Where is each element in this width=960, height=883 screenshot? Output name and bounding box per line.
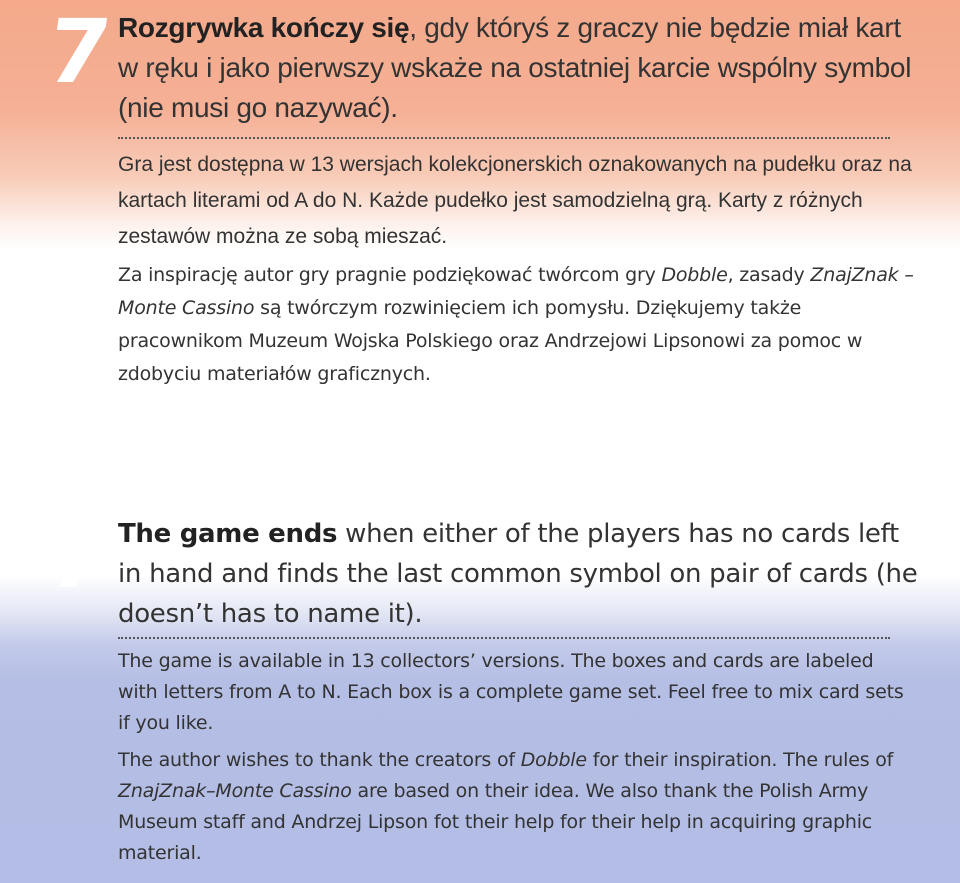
english-credits-dobble: Dobble — [520, 749, 587, 771]
polish-credits-text-a: Za inspirację autor gry pragnie podziękować twórcom gry — [118, 264, 662, 286]
english-credits-text-b: for their inspiration. The rules of — [586, 749, 894, 771]
polish-divider — [118, 137, 890, 139]
polish-section-number: 7 — [40, 0, 117, 103]
english-body — [118, 646, 918, 869]
english-credits-text-c: are based on their idea. We also thank the Polish Army Museum staff and Andrzej Lipson fot their help for their help in acquiring graphic material. — [118, 780, 873, 864]
polish-credits-dobble: Dobble — [661, 264, 728, 286]
polish-credits-text-b: , zasady — [727, 264, 811, 286]
polish-heading-rest: , gdy któryś z graczy nie będzie miał kart w ręku i jako pierwszy wskaże na ostatniej karcie wspólny symbol (nie musi go nazywać). — [118, 12, 912, 123]
english-heading-bold: The game ends — [118, 519, 338, 549]
polish-body — [118, 147, 918, 391]
english-credits-znajznak: ZnajZnak–Monte Cassino — [118, 780, 352, 802]
polish-paragraph-versions: Gra jest dostępna w 13 wersjach kolekcjonerskich oznakowanych na pudełku oraz na kartach literami od A do N. Każde pudełko jest samodzielną grą. Karty z różnych zestawów można ze sobą mieszać. — [118, 153, 912, 248]
polish-heading-bold: Rozgrywka kończy się — [118, 12, 410, 43]
english-paragraph-versions: The game is available in 13 collectors’ versions. The boxes and cards are labeled with letters from A to N. Each box is a complete game set. Feel free to mix card sets if you like. — [118, 650, 904, 734]
english-heading-rest: when either of the players has no cards left in hand and finds the last common symbol on pair of cards (he doesn’t has to name it). — [118, 519, 918, 629]
english-heading — [118, 514, 918, 634]
english-credits-text-a: The author wishes to thank the creators of — [118, 749, 521, 771]
polish-heading — [118, 8, 918, 128]
polish-credits-text-c: są twórczym rozwinięciem ich pomysłu. Dziękujemy także pracownikom Muzeum Wojska Polskiego oraz Andrzejowi Lipsonowi za pomoc w zdobyciu materiałów graficznych. — [118, 297, 863, 385]
polish-paragraph-credits — [118, 259, 918, 391]
polish-credits-znajznak: ZnajZnak – Monte Cassino — [118, 264, 914, 319]
english-paragraph-credits — [118, 745, 918, 869]
english-section-number: 7 — [42, 505, 119, 608]
english-divider — [118, 637, 890, 639]
